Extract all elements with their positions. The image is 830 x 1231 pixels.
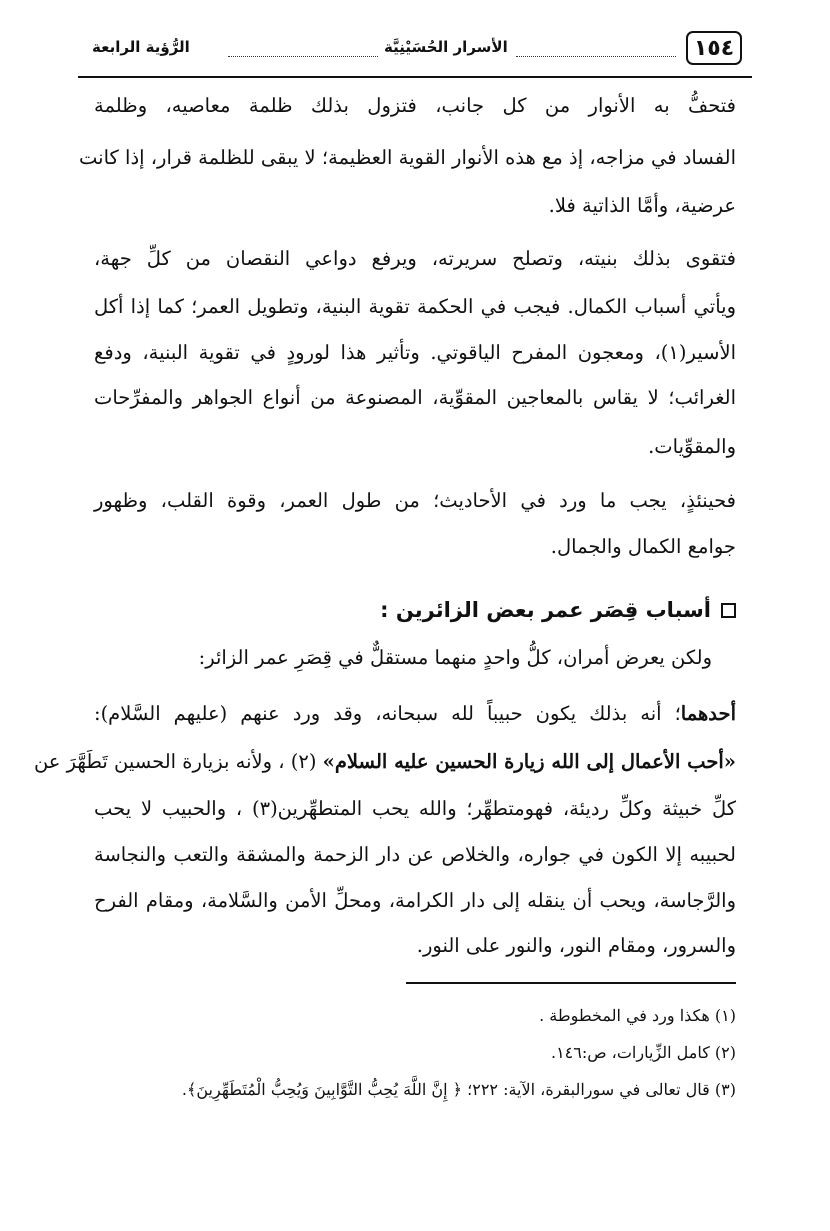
hadith-quote: «أحب الأعمال إلى الله زيارة الحسين عليه السلام»	[322, 750, 736, 773]
header-rule	[78, 76, 752, 78]
line-text: (٢) ، ولأنه بزيارة الحسين تَطَهَّرَ عن	[33, 750, 323, 773]
page-number: ١٥٤	[693, 35, 735, 61]
paragraph-line: والمقوِّيات.	[648, 435, 736, 458]
bold-lead-word: أحدهما	[680, 702, 736, 725]
paragraph-line: ويأتي أسباب الكمال. فيجب في الحكمة تقوية البنية، وتطويل العمر؛ كما إذا أكل	[94, 295, 736, 318]
header-leader-dots	[516, 42, 676, 57]
paragraph-line: فتقوى بذلك بنيته، وتصلح سريرته، ويرفع دواعي النقصان من كلِّ جهة،	[94, 247, 736, 270]
paragraph-line: الفساد في مزاجه، إذ مع هذه الأنوار القوية العظيمة؛ لا يبقى للظلمة قرار، إذا كانت	[79, 146, 736, 169]
square-bullet-icon	[721, 603, 736, 618]
footnote: (٣) قال تعالى في سورالبقرة، الآية: ٢٢٢؛ ﴿ إِنَّ اللَّهَ يُحِبُّ التَّوَّابِينَ وَيُحِبُّ الْمُتَطَهِّرِينَ﴾.	[181, 1080, 736, 1099]
section-title: الرُّؤية الرابعة	[92, 38, 190, 56]
paragraph-line: كلِّ خبيثة وكلِّ رديئة، فهومتطهِّر؛ والله يحب المتطهِّرين(٣) ، والحبيب لا يحب	[94, 797, 736, 820]
paragraph-line: ولكن يعرض أمران، كلُّ واحدٍ منهما مستقلٌّ في قِصَرِ عمر الزائر:	[198, 646, 712, 669]
paragraph-line: الغرائب؛ لا يقاس بالمعاجين المقوِّية، المصنوعة من أنواع الجواهر والمفرِّحات	[94, 386, 736, 409]
paragraph-line: الأسير(١)، ومعجون المفرح الياقوتي. وتأثير هذا لورودٍ في تقوية البنية، ودفع	[94, 341, 736, 364]
paragraph-line: والرَّجاسة، ويحب أن ينقله إلى دار الكرامة، ومحلِّ الأمن والسَّلامة، ومقام الفرح	[94, 889, 736, 912]
paragraph-line: والسرور، ومقام النور، والنور على النور.	[416, 934, 736, 957]
section-heading	[94, 592, 736, 628]
page-number-box	[686, 31, 742, 65]
header-leader-dots	[228, 42, 378, 57]
footnote: (١) هكذا ورد في المخطوطة .	[539, 1006, 736, 1025]
book-title: الأسرار الحُسَيْنِيَّة	[384, 38, 508, 56]
line-text: ؛ أنه بذلك يكون حبيباً لله سبحانه، وقد ورد عنهم (عليهم السَّلام):	[94, 702, 681, 725]
footnote: (٢) كامل الزِّيارات، ص:١٤٦.	[550, 1043, 736, 1062]
paragraph-line: فتحفُّ به الأنوار من كل جانب، فتزول بذلك ظلمة معاصيه، وظلمة	[94, 94, 736, 117]
footnote-rule	[406, 982, 736, 984]
paragraph-line	[33, 745, 736, 779]
paragraph-line: فحينئذٍ، يجب ما ورد في الأحاديث؛ من طول العمر، وقوة القلب، وظهور	[94, 489, 736, 512]
paragraph-line: عرضية، وأمَّا الذاتية فلا.	[548, 194, 736, 217]
section-heading-text: أسباب قِصَر عمر بعض الزائرين :	[380, 598, 711, 622]
paragraph-line: لحبيبه إلا الكون في جواره، والخلاص عن دار الزحمة والمشقة والتعب والنجاسة	[94, 843, 736, 866]
paragraph-line	[94, 697, 736, 731]
paragraph-line: جوامع الكمال والجمال.	[550, 535, 736, 558]
